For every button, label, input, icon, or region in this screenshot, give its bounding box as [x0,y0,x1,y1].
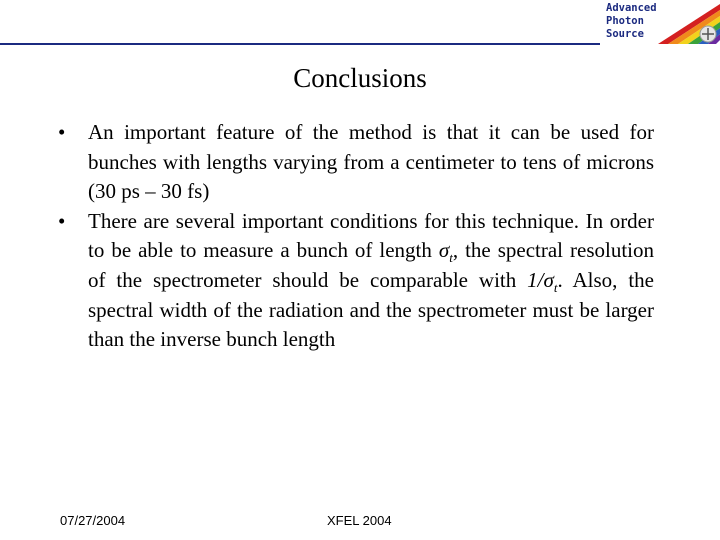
logo-line-3: Source [606,28,644,40]
bullet-item-1 [58,118,654,207]
sigma-symbol: σ [438,238,450,263]
bullet-dot: • [58,120,66,144]
footer-event: XFEL 2004 [327,513,392,528]
logo-line-1: Advanced [606,2,657,14]
bullet-text-2b: , the spectral resolution of the spectrometer should be comparable with [88,238,654,292]
footer-date: 07/27/2004 [60,513,126,528]
logo-wordmark [606,2,676,41]
bullet-text-2c: . Also, the spectral width of the radiation and the spectrometer must be larger than the inverse bunch length [88,267,654,352]
sigma-subscript: t [553,280,558,296]
bullet-dot: • [58,208,66,233]
logo-line-2: Photon [606,15,644,27]
sigma-subscript: t [449,250,453,266]
bullet-item-2 [58,207,654,355]
bullet-text-2a: There are several important conditions for this technique. In order to be able to measure a bunch of length [88,208,654,263]
slide-title: Conclusions [293,63,427,93]
sigma-symbol: σ [543,267,554,292]
header-rule [0,43,600,45]
bullet-text-1: An important feature of the method is that it can be used for bunches with lengths varying from a centimeter to tens of microns (30 ps – 30 fs) [88,120,654,204]
bullet-list [58,118,654,355]
inverse-prefix: 1/ [527,267,544,292]
